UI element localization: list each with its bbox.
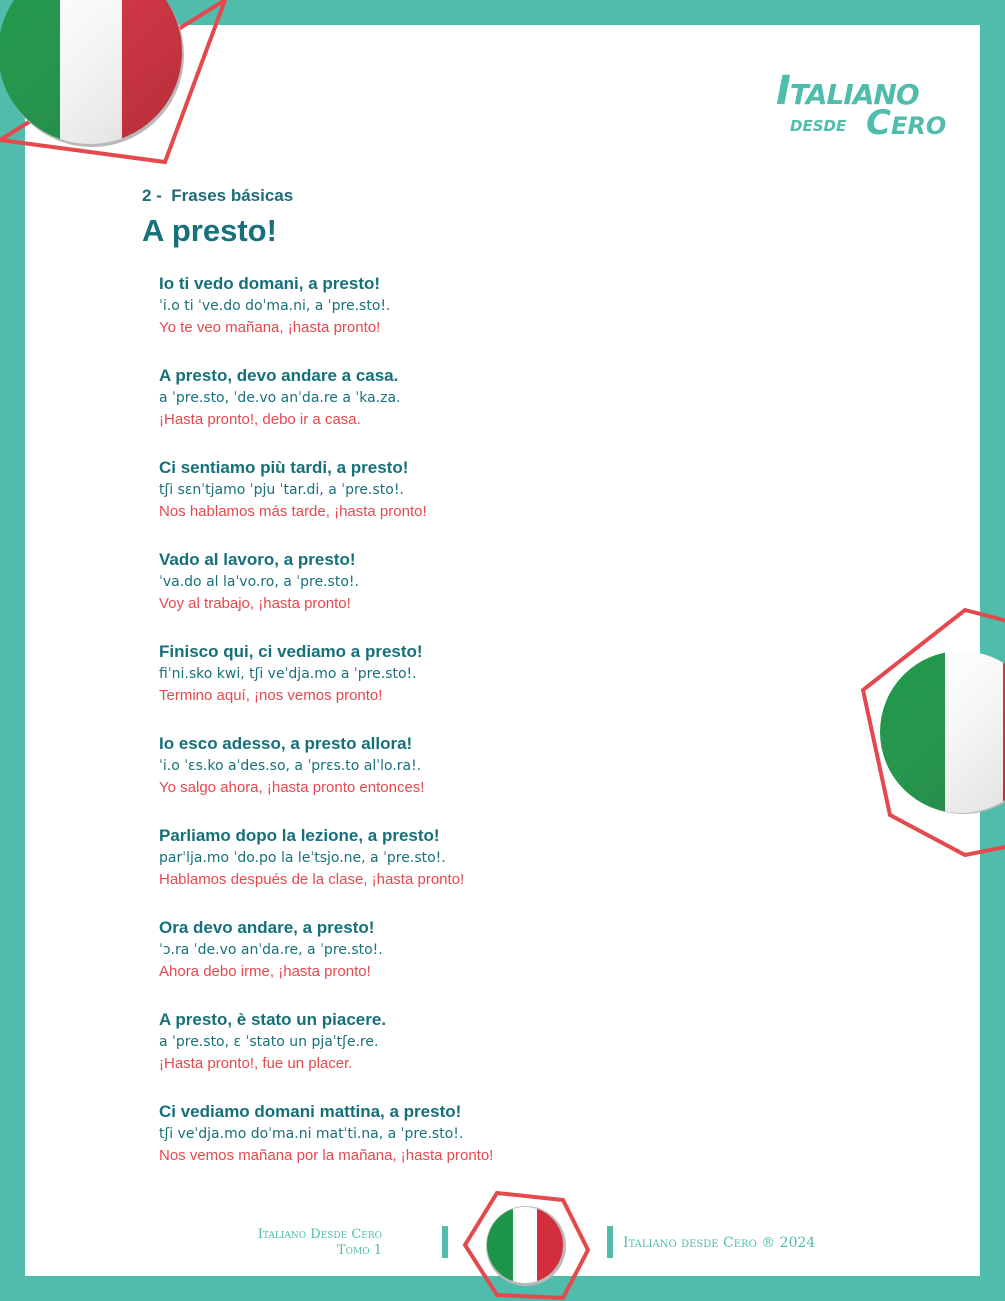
phrase-item [159, 366, 859, 458]
spanish-translation: Nos vemos mañana por la mañana, ¡hasta pronto! [159, 1147, 494, 1164]
ipa-transcription: tʃi veˈdja.mo doˈma.ni matˈti.na, a ˈpre.sto!. [159, 1126, 464, 1142]
ipa-transcription: ˈva.do al laˈvo.ro, a ˈpre.sto!. [159, 574, 359, 590]
section-name: Frases básicas [171, 186, 294, 205]
spanish-translation: Hablamos después de la clase, ¡hasta pronto! [159, 871, 465, 888]
italy-flag-badge-icon [455, 1190, 595, 1300]
spanish-translation: ¡Hasta pronto!, debo ir a casa. [159, 411, 361, 428]
italian-phrase: A presto, è stato un piacere. [159, 1010, 387, 1029]
spanish-translation: Yo te veo mañana, ¡hasta pronto! [159, 319, 381, 336]
italy-flag-badge-icon [855, 605, 1005, 855]
italy-flag-badge-icon [25, 25, 225, 165]
section-number: 2 - [142, 186, 162, 205]
section-label [142, 186, 293, 206]
footer-divider [607, 1226, 613, 1258]
italian-phrase: Finisco qui, ci vediamo a presto! [159, 642, 423, 661]
phrase-item [159, 826, 859, 918]
brand-logo [770, 67, 980, 147]
spanish-translation: Voy al trabajo, ¡hasta pronto! [159, 595, 351, 612]
spanish-translation: ¡Hasta pronto!, fue un placer. [159, 1055, 353, 1072]
logo-title: Italiano [776, 68, 919, 114]
logo-subtitle-big: Cero [866, 103, 947, 143]
spanish-translation: Nos hablamos más tarde, ¡hasta pronto! [159, 503, 427, 520]
italian-phrase: A presto, devo andare a casa. [159, 366, 399, 385]
italian-phrase: Ora devo andare, a presto! [159, 918, 375, 937]
italian-phrase: Ci vediamo domani mattina, a presto! [159, 1102, 462, 1121]
ipa-transcription: a ˈpre.sto, ɛ ˈstato un pjaˈtʃe.re. [159, 1034, 379, 1050]
phrase-list [159, 274, 859, 1194]
phrase-item [159, 550, 859, 642]
phrase-item [159, 642, 859, 734]
ipa-transcription: parˈlja.mo ˈdo.po la leˈtsjo.ne, a ˈpre.sto!. [159, 850, 446, 866]
spanish-translation: Ahora debo irme, ¡hasta pronto! [159, 963, 371, 980]
ipa-transcription: ˈi.o ti ˈve.do doˈma.ni, a ˈpre.sto!. [159, 298, 391, 314]
italian-phrase: Io esco adesso, a presto allora! [159, 734, 413, 753]
spanish-translation: Yo salgo ahora, ¡hasta pronto entonces! [159, 779, 425, 796]
page-title: A presto! [142, 213, 277, 248]
footer-book-info [258, 1227, 382, 1259]
ipa-transcription: fiˈni.sko kwi, tʃi veˈdja.mo a ˈpre.sto!. [159, 666, 417, 682]
italian-phrase: Ci sentiamo più tardi, a presto! [159, 458, 409, 477]
footer-volume: Tomo 1 [336, 1243, 382, 1258]
phrase-item [159, 1010, 859, 1102]
page [25, 25, 980, 1276]
phrase-item [159, 458, 859, 550]
italian-phrase: Vado al lavoro, a presto! [159, 550, 356, 569]
ipa-transcription: ˈɔ.ra ˈde.vo anˈda.re, a ˈpre.sto!. [159, 942, 383, 958]
footer-book-title: Italiano Desde Cero [257, 1227, 382, 1242]
ipa-transcription: a ˈpre.sto, ˈde.vo anˈda.re a ˈka.za. [159, 390, 401, 406]
footer-copyright: Italiano desde Cero ® 2024 [623, 1235, 816, 1251]
phrase-item [159, 918, 859, 1010]
italian-phrase: Parliamo dopo la lezione, a presto! [159, 826, 440, 845]
spanish-translation: Termino aquí, ¡nos vemos pronto! [159, 687, 383, 704]
phrase-item [159, 1102, 859, 1194]
ipa-transcription: ˈi.o ˈɛs.ko aˈdes.so, a ˈprɛs.to alˈlo.ra!. [159, 758, 422, 774]
footer-divider [442, 1226, 448, 1258]
phrase-item [159, 734, 859, 826]
ipa-transcription: tʃi sɛnˈtjamo ˈpju ˈtar.di, a ˈpre.sto!. [159, 482, 404, 498]
phrase-item [159, 274, 859, 366]
logo-subtitle: desde [790, 112, 847, 137]
italian-phrase: Io ti vedo domani, a presto! [159, 274, 381, 293]
